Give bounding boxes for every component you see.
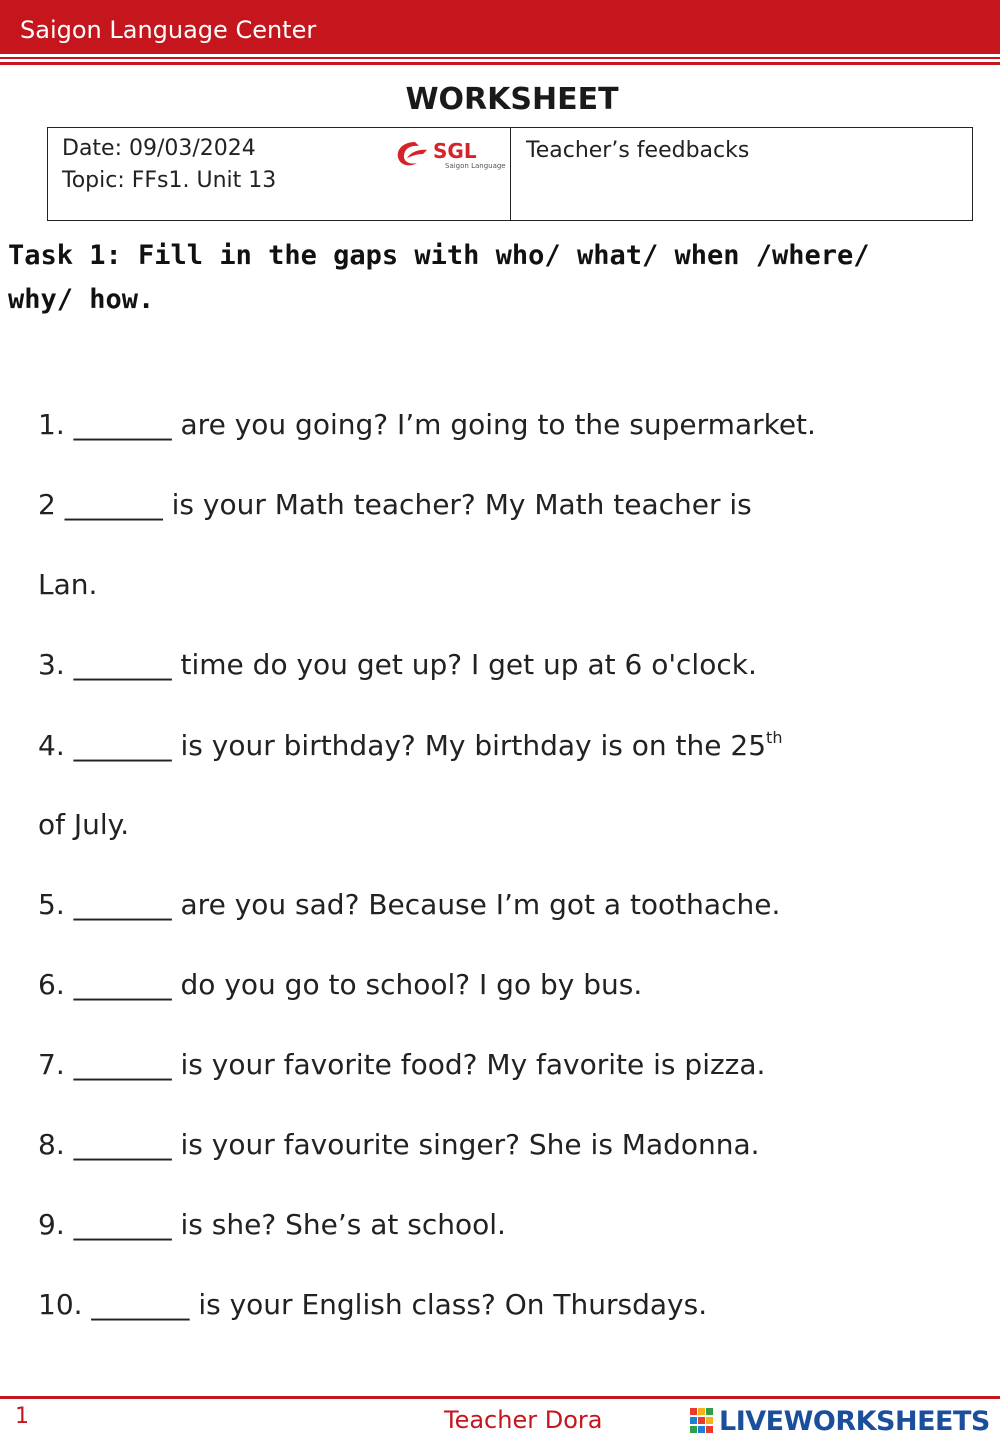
task-line-1: Task 1: Fill in the gaps with who/ what/ when /where/ (8, 240, 870, 271)
task-heading (8, 234, 998, 322)
logo-text: SGL (433, 139, 477, 163)
task-line-2: why/ how. (8, 284, 155, 315)
liveworksheets-text: LIVEWORKSHEETS (719, 1405, 990, 1437)
question-6: 6. _______ do you go to school? I go by bus. (38, 968, 643, 1001)
logo-subtext: Saigon Language (445, 162, 506, 170)
question-9: 9. _______ is she? She’s at school. (38, 1208, 506, 1241)
feedback-label: Teacher’s feedbacks (526, 138, 750, 163)
liveworksheets-brand[interactable] (690, 1405, 990, 1437)
liveworksheets-logo-icon (690, 1408, 714, 1434)
topic-text: Topic: FFs1. Unit 13 (62, 168, 277, 193)
org-name: Saigon Language Center (20, 16, 317, 44)
question-2-continuation: Lan. (38, 568, 98, 601)
question-2: 2 _______ is your Math teacher? My Math teacher is (38, 488, 752, 521)
header-rule (0, 57, 1000, 59)
info-cell-left (48, 128, 511, 220)
page-title: WORKSHEET (405, 82, 619, 117)
question-4-continuation: of July. (38, 808, 130, 841)
sgl-logo-icon (393, 136, 508, 172)
question-8: 8. _______ is your favourite singer? She is Madonna. (38, 1128, 760, 1161)
page-number: 1 (15, 1404, 29, 1429)
info-table (47, 127, 973, 221)
question-1: 1. _______ are you going? I’m going to the supermarket. (38, 408, 816, 441)
header-rule (0, 62, 1000, 65)
header-band (0, 0, 1000, 54)
teacher-name: Teacher Dora (444, 1406, 603, 1434)
footer-rule (0, 1396, 1000, 1399)
question-5: 5. _______ are you sad? Because I’m got a toothache. (38, 888, 781, 921)
question-3: 3. _______ time do you get up? I get up at 6 o'clock. (38, 648, 757, 681)
question-4-sup: th (766, 728, 783, 747)
question-4-text: 4. _______ is your birthday? My birthday is on the 25 (38, 729, 767, 762)
question-10: 10. _______ is your English class? On Thursdays. (38, 1288, 708, 1321)
question-4 (38, 728, 782, 762)
date-text: Date: 09/03/2024 (62, 136, 256, 161)
sgl-logo (393, 136, 508, 172)
question-7: 7. _______ is your favorite food? My favorite is pizza. (38, 1048, 766, 1081)
